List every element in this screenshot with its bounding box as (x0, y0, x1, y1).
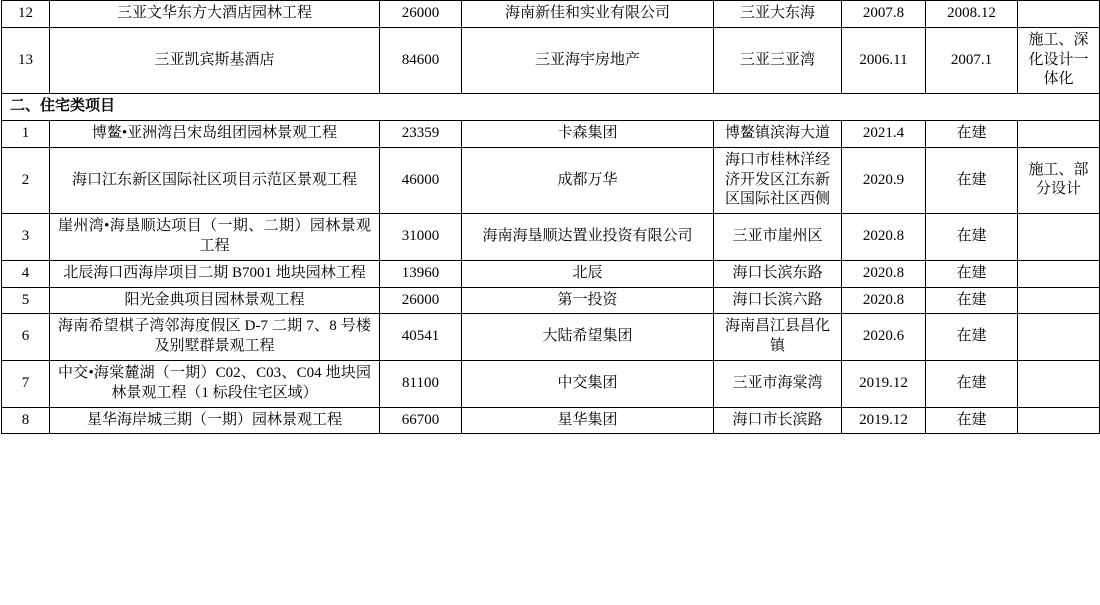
row-index: 2 (2, 147, 50, 213)
client-name: 海南海垦顺达置业投资有限公司 (462, 214, 714, 261)
project-name: 阳光金典项目园林景观工程 (50, 287, 380, 314)
table-row (2, 314, 1100, 361)
table-row (2, 120, 1100, 147)
start-date: 2006.11 (842, 27, 926, 93)
row-index: 4 (2, 260, 50, 287)
start-date: 2020.6 (842, 314, 926, 361)
client-name: 第一投资 (462, 287, 714, 314)
project-area: 46000 (380, 147, 462, 213)
project-location: 海口长滨东路 (714, 260, 842, 287)
project-location: 三亚大东海 (714, 1, 842, 28)
end-date: 2007.1 (926, 27, 1018, 93)
start-date: 2020.8 (842, 214, 926, 261)
client-name: 海南新佳和实业有限公司 (462, 1, 714, 28)
row-note (1018, 1, 1100, 28)
end-date: 在建 (926, 314, 1018, 361)
table-row (2, 214, 1100, 261)
client-name: 大陆希望集团 (462, 314, 714, 361)
project-location: 海口市长滨路 (714, 407, 842, 434)
row-index: 1 (2, 120, 50, 147)
row-index: 5 (2, 287, 50, 314)
start-date: 2020.8 (842, 287, 926, 314)
client-name: 北辰 (462, 260, 714, 287)
project-name: 三亚文华东方大酒店园林工程 (50, 1, 380, 28)
project-area: 23359 (380, 120, 462, 147)
client-name: 卡森集团 (462, 120, 714, 147)
project-area: 84600 (380, 27, 462, 93)
project-location: 三亚三亚湾 (714, 27, 842, 93)
row-index: 6 (2, 314, 50, 361)
start-date: 2020.8 (842, 260, 926, 287)
section-title: 二、住宅类项目 (2, 94, 1100, 121)
project-location: 三亚市崖州区 (714, 214, 842, 261)
project-name: 中交•海棠麓湖（一期）C02、C03、C04 地块园林景观工程（1 标段住宅区域） (50, 360, 380, 407)
project-area: 26000 (380, 1, 462, 28)
client-name: 中交集团 (462, 360, 714, 407)
client-name: 三亚海宇房地产 (462, 27, 714, 93)
project-name: 崖州湾•海垦顺达项目（一期、二期）园林景观工程 (50, 214, 380, 261)
row-note (1018, 314, 1100, 361)
start-date: 2007.8 (842, 1, 926, 28)
end-date: 在建 (926, 407, 1018, 434)
project-location: 海南昌江县昌化镇 (714, 314, 842, 361)
end-date: 在建 (926, 260, 1018, 287)
project-area: 31000 (380, 214, 462, 261)
row-note: 施工、部分设计 (1018, 147, 1100, 213)
end-date: 在建 (926, 120, 1018, 147)
table-row (2, 1, 1100, 28)
end-date: 在建 (926, 287, 1018, 314)
project-location: 海口市桂林洋经济开发区江东新区国际社区西侧 (714, 147, 842, 213)
table-row (2, 407, 1100, 434)
row-note: 施工、深化设计一体化 (1018, 27, 1100, 93)
project-name: 北辰海口西海岸项目二期 B7001 地块园林工程 (50, 260, 380, 287)
project-name: 海南希望棋子湾邻海度假区 D-7 二期 7、8 号楼及别墅群景观工程 (50, 314, 380, 361)
table-row (2, 360, 1100, 407)
client-name: 星华集团 (462, 407, 714, 434)
row-note (1018, 287, 1100, 314)
end-date: 在建 (926, 360, 1018, 407)
row-index: 3 (2, 214, 50, 261)
row-note (1018, 407, 1100, 434)
project-location: 博鳌镇滨海大道 (714, 120, 842, 147)
start-date: 2021.4 (842, 120, 926, 147)
project-location: 海口长滨六路 (714, 287, 842, 314)
row-index: 7 (2, 360, 50, 407)
row-note (1018, 260, 1100, 287)
start-date: 2019.12 (842, 360, 926, 407)
row-note (1018, 360, 1100, 407)
table-row (2, 287, 1100, 314)
row-note (1018, 214, 1100, 261)
end-date: 2008.12 (926, 1, 1018, 28)
project-area: 13960 (380, 260, 462, 287)
row-index: 8 (2, 407, 50, 434)
end-date: 在建 (926, 147, 1018, 213)
end-date: 在建 (926, 214, 1018, 261)
project-name: 博鳌•亚洲湾吕宋岛组团园林景观工程 (50, 120, 380, 147)
table-section-row (2, 94, 1100, 121)
project-name: 三亚凯宾斯基酒店 (50, 27, 380, 93)
row-note (1018, 120, 1100, 147)
client-name: 成都万华 (462, 147, 714, 213)
table-row (2, 147, 1100, 213)
project-area: 40541 (380, 314, 462, 361)
project-name: 星华海岸城三期（一期）园林景观工程 (50, 407, 380, 434)
table-body (2, 1, 1100, 434)
project-list-table (1, 0, 1100, 434)
project-area: 66700 (380, 407, 462, 434)
row-index: 12 (2, 1, 50, 28)
project-area: 81100 (380, 360, 462, 407)
table-row (2, 27, 1100, 93)
project-location: 三亚市海棠湾 (714, 360, 842, 407)
start-date: 2020.9 (842, 147, 926, 213)
table-row (2, 260, 1100, 287)
start-date: 2019.12 (842, 407, 926, 434)
project-area: 26000 (380, 287, 462, 314)
row-index: 13 (2, 27, 50, 93)
project-name: 海口江东新区国际社区项目示范区景观工程 (50, 147, 380, 213)
